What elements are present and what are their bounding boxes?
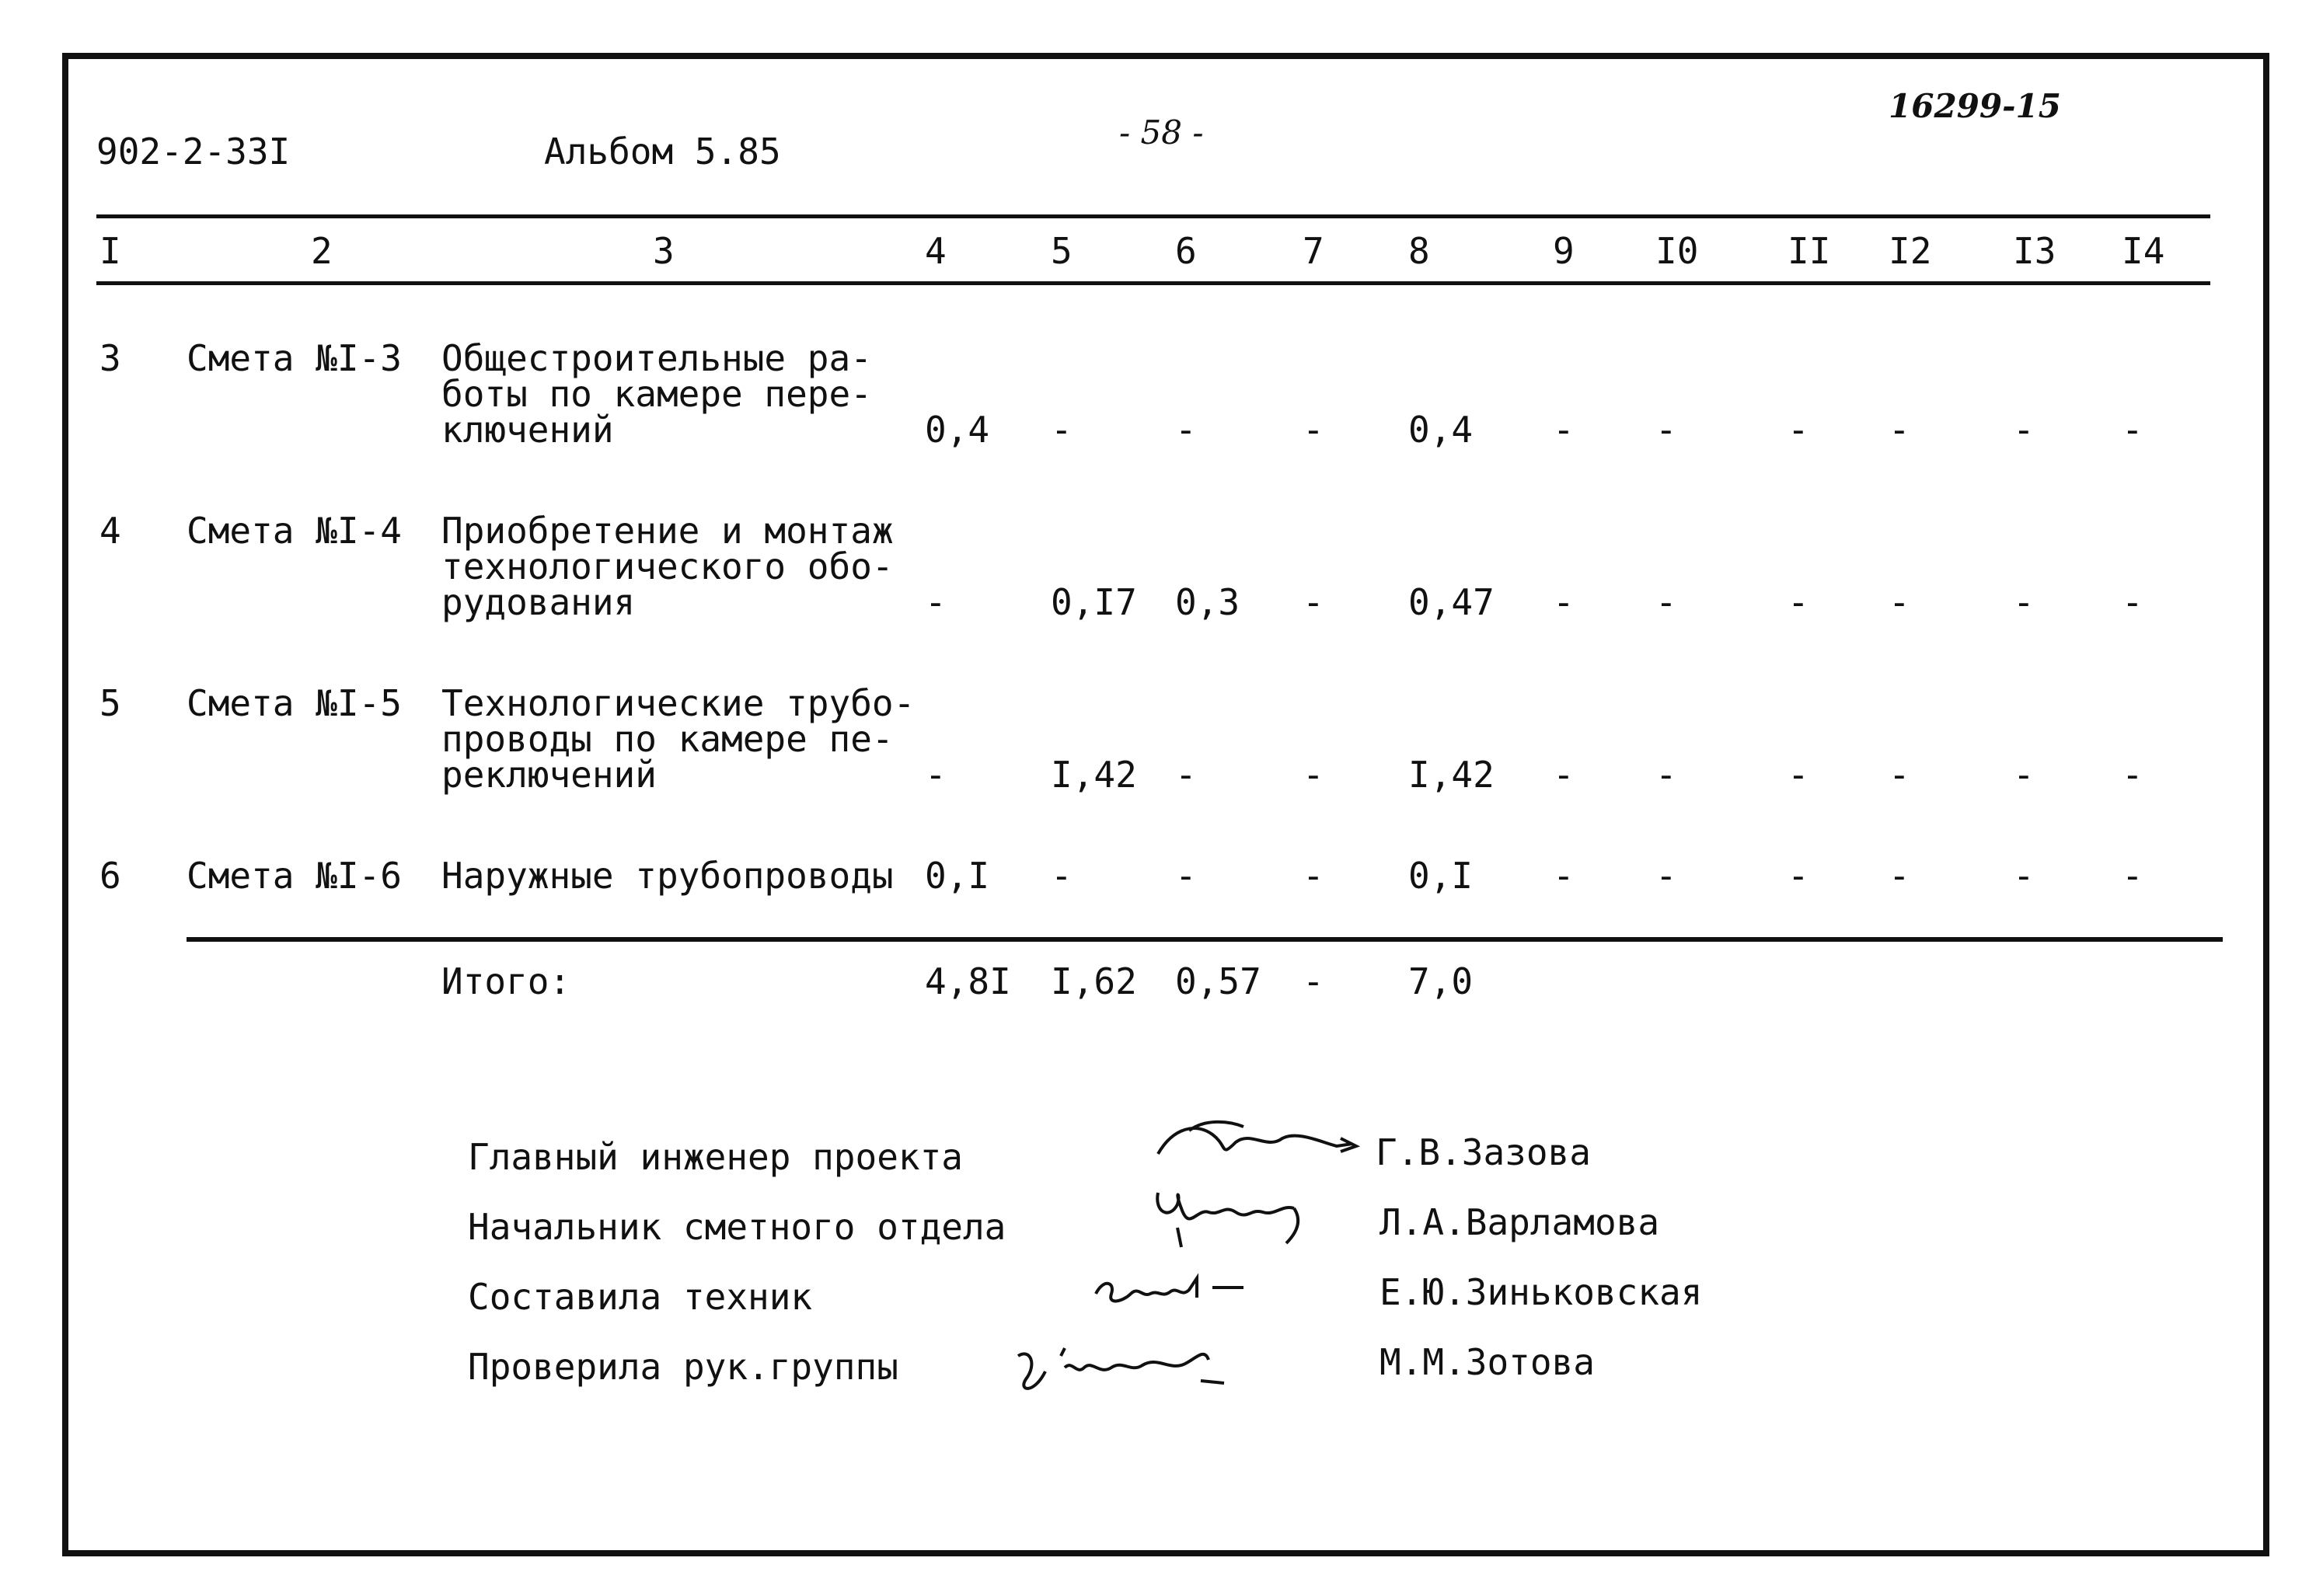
column-header: 4 [925,230,947,272]
row-description: Наружные трубопроводы [441,855,894,897]
signatory-name: Е.Ю.Зиньковская [1379,1271,1703,1313]
value-cell: - [1303,855,1324,897]
estimate-ref: Смета №I-3 [187,337,402,379]
estimate-ref: Смета №I-6 [187,855,402,897]
value-cell: - [1889,581,1910,623]
signatory-role: Главный инженер проекта [468,1136,963,1178]
row-number: 4 [99,510,121,552]
value-cell: - [1303,754,1324,796]
value-cell: - [925,581,947,623]
row-description: Общестроительные ра- боты по камере пере- ключений [441,337,872,451]
signature-mark-1 [1142,1111,1368,1173]
signatory-role: Составила техник [468,1276,813,1318]
value-cell: 0,4 [1408,409,1474,451]
column-header: 8 [1408,230,1430,272]
column-header: 6 [1175,230,1197,272]
value-cell: - [1553,409,1575,451]
total-label: Итого: [441,960,571,1002]
signatory-name: М.М.Зотова [1379,1341,1595,1383]
value-cell: 0,I [925,855,990,897]
value-cell: - [1655,581,1677,623]
value-cell: - [1303,581,1324,623]
value-cell: I,42 [1051,754,1137,796]
value-cell: - [1889,409,1910,451]
signatory-role: Проверила рук.группы [468,1346,898,1388]
total-value: - [1303,960,1324,1002]
estimate-ref: Смета №I-5 [187,682,402,724]
value-cell: 0,I7 [1051,581,1137,623]
value-cell: 0,I [1408,855,1474,897]
value-cell: - [1175,409,1197,451]
value-cell: - [2122,754,2143,796]
value-cell: - [1655,754,1677,796]
value-cell: - [1788,581,1809,623]
value-cell: - [1303,409,1324,451]
column-header: 3 [653,230,675,272]
value-cell: - [2013,409,2035,451]
column-header: 5 [1051,230,1073,272]
estimate-ref: Смета №I-4 [187,510,402,552]
signature-mark-4 [1003,1325,1298,1410]
value-cell: 0,47 [1408,581,1495,623]
column-header: I3 [2013,230,2056,272]
total-rule [187,937,2223,942]
doc-number: 902-2-33I [96,131,291,172]
value-cell: - [2013,855,2035,897]
value-cell: - [1788,754,1809,796]
column-header: I0 [1655,230,1699,272]
value-cell: - [1788,855,1809,897]
column-header: I [99,230,121,272]
column-header: I4 [2122,230,2165,272]
value-cell: - [1788,409,1809,451]
value-cell: - [1175,855,1197,897]
album-label: Альбом 5.85 [544,131,781,172]
value-cell: - [1051,855,1073,897]
column-header: 2 [311,230,333,272]
value-cell: - [2013,754,2035,796]
value-cell: - [2122,409,2143,451]
value-cell: - [1553,754,1575,796]
value-cell: - [1553,581,1575,623]
value-cell: 0,3 [1175,581,1240,623]
value-cell: - [925,754,947,796]
value-cell: - [1655,855,1677,897]
header-top-rule [96,214,2210,218]
archive-number: 16299-15 [1889,87,2061,125]
signature-mark-3 [1088,1263,1267,1317]
page-number: - 58 - [1119,113,1204,152]
value-cell: 0,4 [925,409,990,451]
column-header: II [1788,230,1831,272]
value-cell: - [1175,754,1197,796]
signatory-name: Л.А.Варламова [1379,1201,1660,1243]
value-cell: I,42 [1408,754,1495,796]
total-value: 7,0 [1408,960,1474,1002]
value-cell: - [1889,754,1910,796]
row-description: Технологические трубо- проводы по камере пе- реключений [441,682,916,796]
row-description: Приобретение и монтаж технологического обо- рудования [441,510,894,623]
value-cell: - [1051,409,1073,451]
value-cell: - [2122,581,2143,623]
total-value: I,62 [1051,960,1137,1002]
total-value: 0,57 [1175,960,1261,1002]
signature-mark-2 [1135,1177,1337,1255]
signatory-name: Г.В.Зазова [1376,1131,1591,1173]
value-cell: - [2122,855,2143,897]
column-header: 7 [1303,230,1324,272]
row-number: 5 [99,682,121,724]
value-cell: - [1553,855,1575,897]
value-cell: - [1889,855,1910,897]
row-number: 6 [99,855,121,897]
row-number: 3 [99,337,121,379]
column-header: I2 [1889,230,1932,272]
value-cell: - [2013,581,2035,623]
header-bottom-rule [96,281,2210,285]
signatory-role: Начальник сметного отдела [468,1206,1006,1248]
value-cell: - [1655,409,1677,451]
column-header: 9 [1553,230,1575,272]
total-value: 4,8I [925,960,1011,1002]
